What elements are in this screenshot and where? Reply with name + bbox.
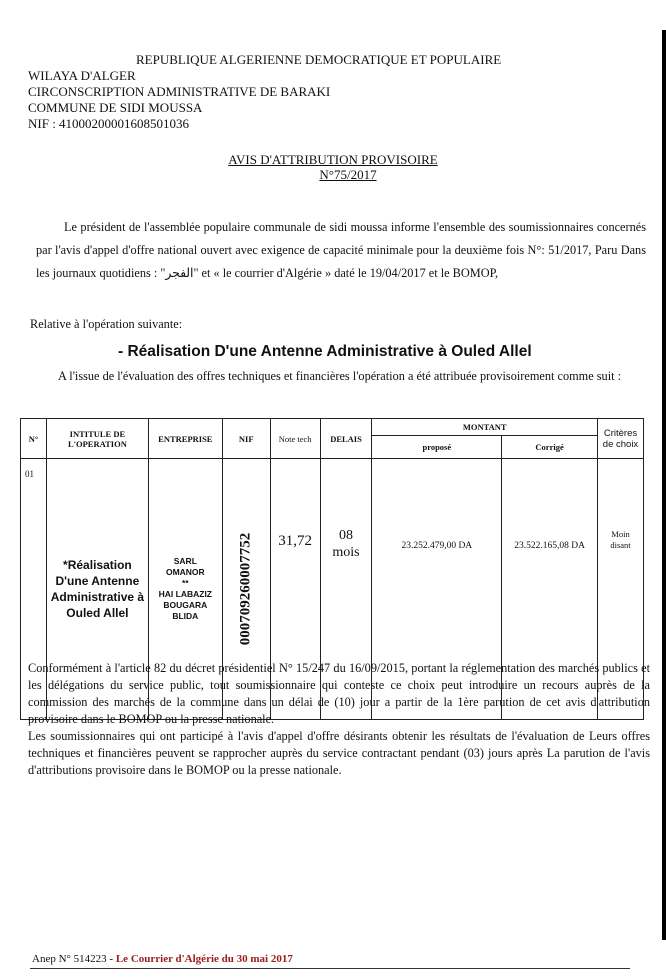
footer-rule — [30, 968, 630, 969]
header-note: Note tech — [270, 419, 320, 459]
header-commune: COMMUNE DE SIDI MOUSSA — [28, 100, 203, 115]
cell-note: 31,72 — [270, 459, 320, 720]
entreprise-line: BOUGARA — [163, 600, 208, 610]
header-corrige: Corrigé — [502, 436, 598, 459]
relative-label: Relative à l'opération suivante: — [30, 317, 183, 331]
header-propose: proposé — [372, 436, 502, 459]
operation-title: - Réalisation D'une Antenne Administrative à Ouled Allel — [118, 343, 532, 360]
issue-paragraph — [28, 366, 644, 386]
table-header-row — [21, 419, 644, 436]
nif-value: 000709260007752 — [237, 532, 254, 646]
entreprise-line: BLIDA — [172, 611, 199, 621]
conclusion-paragraph-2: Les soumissionnaires qui ont participé à l'avis d'appel d'offre désirants obtenir les résultats de l'évaluation de Leurs offres techniques et financières peuvent se rapprocher auprès du service contractant pendant (03) jours après La parution de l'avis d'attributions provisoire dans le BOMOP ou la presse nationale. — [28, 729, 650, 777]
header-nif: NIF : 41000200001608501036 — [28, 116, 190, 131]
notice-title — [0, 152, 666, 182]
notice-number: N°75/2017 — [319, 167, 377, 182]
footer — [32, 953, 293, 965]
header-criteres: Critères de choix — [597, 419, 643, 459]
issue-text: A l'issue de l'évaluation des offres techniques et financières l'opération a été attribuée provisoirement comme suit : — [58, 369, 622, 383]
entreprise-line: OMANOR — [165, 567, 205, 577]
header-montant: MONTANT — [372, 419, 598, 436]
criteres-line: Moin — [611, 529, 630, 539]
cell-corrige: 23.522.165,08 DA — [502, 459, 598, 720]
cell-propose: 23.252.479,00 DA — [372, 459, 502, 720]
header-nif: NIF — [222, 419, 270, 459]
header-republic: REPUBLIQUE ALGERIENNE DEMOCRATIQUE ET POPULAIRE — [136, 52, 502, 67]
footer-newspaper: Le Courrier d'Algérie du 30 mai 2017 — [115, 953, 293, 965]
entreprise-line: SARL — [173, 556, 197, 566]
header-intitule: INTITULE DE L'OPERATION — [46, 419, 148, 459]
conclusion — [28, 660, 650, 779]
header-wilaya: WILAYA D'ALGER — [28, 68, 136, 83]
header-num: N° — [21, 419, 47, 459]
conclusion-paragraph-1: Conformément à l'article 82 du décret présidentiel N° 15/247 du 16/09/2015, portant la réglementation des marchés publics et les délégations du service public, tout soumissionnaire qui conteste ce choix peut introduire un recours auprès de la commission des marchés de la commune dans un délai de (10) jour a partir de la 1ère parution de cet avis d'attribution provisoire dans le BOMOP ou la presse nationale. — [28, 661, 650, 726]
header-circonscription: CIRCONSCRIPTION ADMINISTRATIVE DE BARAKI — [28, 84, 331, 99]
document-header — [28, 52, 501, 132]
criteres-line: disant — [610, 540, 631, 550]
intro-paragraph — [36, 216, 646, 285]
notice-title-main: AVIS D'ATTRIBUTION PROVISOIRE — [228, 152, 438, 167]
cell-intitule: *Réalisation D'une Antenne Administrative à Ouled Allel — [46, 459, 148, 720]
footer-anep: Anep N° 514223 - — [32, 953, 116, 965]
entreprise-line: HAI LABAZIZ — [158, 589, 212, 599]
cell-num: 01 — [21, 459, 47, 720]
delais-unit: mois — [332, 545, 360, 560]
header-delais: DELAIS — [320, 419, 372, 459]
intro-text: Le président de l'assemblée populaire communale de sidi moussa informe l'ensemble des soumissionnaires concernés par l'avis d'appel d'offre national ouvert avec exigence de capacité minimale pour la deuxième fois N°: 51/2017, Paru Dans les journaux quotidiens : "الفجر" et « le courrier d'Algérie » daté le 19/04/2017 et le BOMOP, — [36, 220, 646, 280]
header-entreprise: ENTREPRISE — [148, 419, 222, 459]
delais-value: 08 — [339, 528, 354, 543]
entreprise-line: ** — [182, 578, 189, 588]
